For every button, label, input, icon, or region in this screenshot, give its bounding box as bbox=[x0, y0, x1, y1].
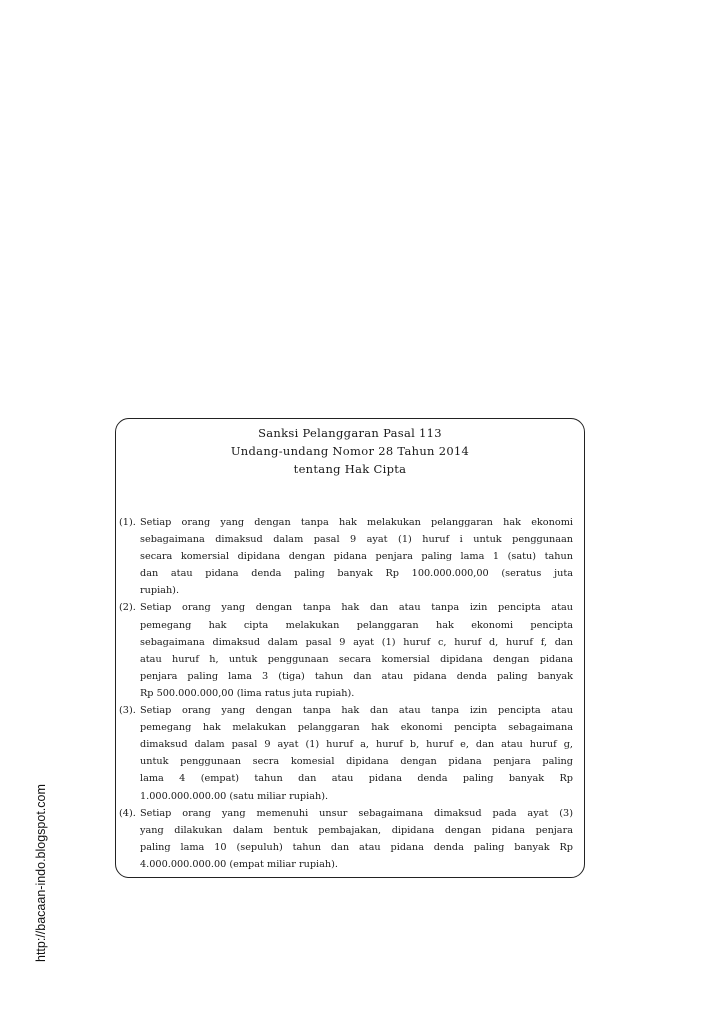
item-line: dan atau pidana denda paling banyak Rp 100.000.000,00 (seratus juta bbox=[140, 568, 573, 580]
item-line: Setiap orang yang dengan tanpa hak melakukan pelanggaran hak ekonomi bbox=[140, 517, 573, 528]
heading-line-2: Undang-undang Nomor 28 Tahun 2014 bbox=[230, 444, 470, 458]
item-line: atau huruf h, untuk penggunaan secara komersial dipidana dengan pidana bbox=[140, 653, 573, 665]
item-line: sebagaimana dimaksud dalam pasal 9 ayat (1) huruf c, huruf d, huruf f, dan bbox=[140, 636, 573, 648]
item-line: paling lama 10 (sepuluh) tahun dan atau pidana denda paling banyak Rp bbox=[140, 841, 573, 853]
item-line: Rp 500.000.000,00 (lima ratus juta rupiah). bbox=[140, 687, 355, 699]
sanction-item-1 bbox=[119, 514, 573, 599]
item-number: (4). bbox=[119, 807, 136, 819]
item-line: Setiap orang yang memenuhi unsur sebagaimana dimaksud pada ayat (3) bbox=[140, 807, 573, 819]
item-line: 4.000.000.000.00 (empat miliar rupiah). bbox=[140, 858, 339, 870]
heading-line-3: tentang Hak Cipta bbox=[293, 462, 407, 476]
item-number: (2). bbox=[119, 602, 136, 614]
item-line: 1.000.000.000.00 (satu miliar rupiah). bbox=[140, 790, 329, 802]
item-line: penjara paling lama 3 (tiga) tahun dan atau pidana denda paling banyak bbox=[140, 670, 573, 682]
item-number: (3). bbox=[119, 705, 136, 717]
sanction-item-4 bbox=[119, 805, 573, 873]
item-line: Setiap orang yang dengan tanpa hak dan atau tanpa izin pencipta atau bbox=[140, 602, 573, 614]
item-line: rupiah). bbox=[140, 585, 180, 597]
item-line: yang dilakukan dalam bentuk pembajakan, dipidana dengan pidana penjara bbox=[140, 824, 573, 836]
source-url-watermark: http://bacaan-indo.blogspot.com bbox=[34, 784, 48, 962]
sanction-list bbox=[119, 514, 573, 873]
sanction-item-3 bbox=[119, 702, 573, 805]
item-number: (1). bbox=[119, 517, 136, 528]
item-line: Setiap orang yang dengan tanpa hak dan atau tanpa izin pencipta atau bbox=[140, 705, 573, 717]
item-line: sebagaimana dimaksud dalam pasal 9 ayat (1) huruf i untuk penggunaan bbox=[140, 534, 573, 546]
heading-line-1: Sanksi Pelanggaran Pasal 113 bbox=[258, 426, 442, 440]
sanction-item-2 bbox=[119, 599, 573, 702]
item-line: dimaksud dalam pasal 9 ayat (1) huruf a, huruf b, huruf e, dan atau huruf g, bbox=[140, 739, 573, 751]
item-line: secara komersial dipidana dengan pidana penjara paling lama 1 (satu) tahun bbox=[140, 551, 573, 563]
notice-heading bbox=[115, 424, 585, 478]
item-line: pemegang hak melakukan pelanggaran hak ekonomi pencipta sebagaimana bbox=[140, 722, 573, 734]
item-line: pemegang hak cipta melakukan pelanggaran hak ekonomi pencipta bbox=[140, 619, 573, 631]
item-line: untuk penggunaan secra komesial dipidana dengan pidana penjara paling bbox=[140, 756, 573, 768]
item-line: lama 4 (empat) tahun dan atau pidana denda paling banyak Rp bbox=[140, 773, 573, 785]
